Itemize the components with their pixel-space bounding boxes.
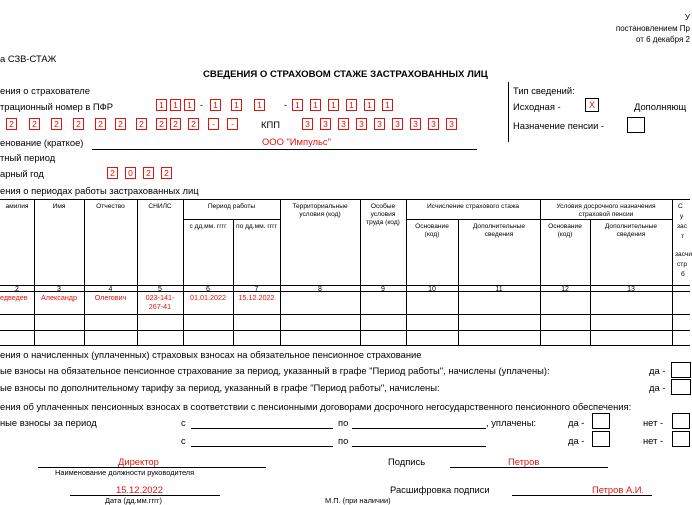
- table-line: [183, 219, 280, 220]
- reg-dash: -: [284, 100, 287, 110]
- col-number: 6: [206, 286, 210, 293]
- date-caption: Дата (дд.мм.гггг): [105, 496, 163, 505]
- pension-yes-2: да -: [568, 435, 585, 446]
- pension-from-1-field[interactable]: [191, 428, 333, 429]
- pension-to-2: по: [338, 435, 349, 446]
- table-line: [590, 219, 591, 345]
- col-number: 12: [561, 286, 569, 293]
- pension-no-1: нет -: [643, 417, 664, 428]
- header-early-extra: Дополнительные сведения: [604, 223, 658, 239]
- inn-digit: -: [208, 118, 219, 130]
- header-last-c: зас: [677, 223, 687, 230]
- col-number: 2: [15, 286, 19, 293]
- header-last-f: стр: [677, 261, 687, 268]
- reg-digit: 1: [364, 99, 375, 111]
- table-line: [280, 199, 281, 345]
- header-last-a: С: [678, 203, 683, 210]
- approval-line-3: от 6 декабря 2: [635, 35, 690, 44]
- reg-digit: 1: [156, 99, 167, 111]
- col-number: 9: [381, 286, 385, 293]
- header-patronymic: Отчество: [96, 203, 125, 210]
- info-type-separator: [508, 82, 509, 142]
- initial-label: Исходная -: [513, 101, 561, 112]
- table-line: [458, 219, 459, 345]
- document-title: СВЕДЕНИЯ О СТРАХОВОМ СТАЖЕ ЗАСТРАХОВАННЫХ ЛИЦ: [203, 69, 488, 80]
- col-number: 5: [158, 286, 162, 293]
- contrib-yes-1: да -: [649, 365, 666, 376]
- table-line: [34, 199, 35, 345]
- inn-digit: 2: [115, 118, 126, 130]
- table-line: [0, 330, 690, 331]
- table-line: [540, 199, 541, 345]
- insurer-name-value: ООО "Импульс": [262, 136, 331, 147]
- kpp-digit: 3: [302, 118, 313, 130]
- insurer-section-title: ения о страхователе: [0, 85, 90, 96]
- kpp-digit: 3: [338, 118, 349, 130]
- header-period: Период работы: [207, 203, 256, 210]
- header-early: Условия досрочного назначения страховой пенсии: [556, 203, 656, 219]
- reg-digit: 1: [346, 99, 357, 111]
- decode-value: Петров А.И.: [592, 484, 645, 495]
- header-territorial: Территориальные условия (код): [292, 203, 348, 219]
- kpp-digit: 3: [446, 118, 457, 130]
- approval-line-2: постановлением Пр: [615, 24, 690, 33]
- reg-digit: 1: [254, 99, 265, 111]
- table-line: [360, 199, 361, 345]
- header-surname: амилия: [5, 203, 29, 210]
- supplement-label: Дополняющ: [634, 101, 687, 112]
- header-early-basis: Основание (код): [548, 223, 582, 239]
- work-periods-title: ения о периодах работы застрахованных лиц: [0, 185, 199, 196]
- table-line: [406, 199, 407, 345]
- reg-digit: 1: [231, 99, 242, 111]
- kpp-digit: 3: [410, 118, 421, 130]
- kpp-label: КПП: [261, 119, 280, 130]
- header-last-e: засчи: [675, 251, 692, 258]
- sign-value: Петров: [508, 456, 540, 467]
- contributions-line-2: ые взносы по дополнительному тарифу за период, указанный в графе "Период работы", начислены:: [0, 382, 440, 393]
- reg-digit: 1: [328, 99, 339, 111]
- reg-digit: 1: [210, 99, 221, 111]
- pension-label: Назначение пенсии -: [513, 120, 605, 131]
- inn-digit: 2: [95, 118, 106, 130]
- reg-digit: 1: [382, 99, 393, 111]
- date-value: 15.12.2022: [116, 484, 163, 495]
- col-number: 13: [627, 286, 635, 293]
- cell-to: 15.12.2022: [238, 293, 275, 302]
- name-underline: [92, 149, 477, 150]
- reg-digit: 1: [310, 99, 321, 111]
- position-caption: Наименование должности руководителя: [55, 468, 195, 477]
- inn-digit: 2: [188, 118, 199, 130]
- approval-line-1: У: [684, 13, 690, 22]
- inn-digit: 2: [156, 118, 167, 130]
- table-line: [84, 199, 85, 345]
- kpp-digit: 3: [356, 118, 367, 130]
- initial-checkbox[interactable]: X: [585, 98, 599, 112]
- table-line: [0, 199, 690, 200]
- col-number: 4: [108, 286, 113, 293]
- col-number: 8: [318, 286, 322, 293]
- table-line: [233, 219, 234, 345]
- sign-label: Подпись: [388, 456, 426, 467]
- contrib-yes-1-checkbox[interactable]: [671, 362, 691, 378]
- col-number: 10: [428, 286, 436, 293]
- inn-digit: 2: [51, 118, 62, 130]
- kpp-digit: 3: [392, 118, 403, 130]
- cell-snils: 023-141-267-41: [145, 293, 175, 311]
- inn-digit: -: [227, 118, 238, 130]
- year-label: арный год: [0, 168, 44, 179]
- position-value: Директор: [118, 456, 159, 467]
- pension-from-2: с: [181, 435, 186, 446]
- pension-to-2-field[interactable]: [352, 446, 486, 447]
- pension-period-label: ные взносы за период: [0, 417, 97, 428]
- name-label: енование (краткое): [0, 137, 84, 148]
- kpp-digit: 3: [428, 118, 439, 130]
- info-type-label: Тип сведений:: [513, 85, 575, 96]
- reg-digit: 1: [184, 99, 195, 111]
- pension-paid-label: , уплачены:: [486, 417, 537, 428]
- kpp-digit: 3: [374, 118, 385, 130]
- decode-underline: [512, 495, 652, 496]
- header-calc: Исчисление страхового стажа: [426, 203, 520, 210]
- table-line: [672, 199, 673, 345]
- inn-digit: 2: [170, 118, 181, 130]
- header-snils: СНИЛС: [148, 203, 172, 210]
- pension-from-1: с: [181, 417, 186, 428]
- contrib-yes-2-checkbox[interactable]: [671, 379, 691, 395]
- header-last-b: у: [680, 213, 684, 220]
- pension-no-2-checkbox[interactable]: [672, 431, 690, 447]
- reg-dash: -: [200, 100, 203, 110]
- pension-checkbox[interactable]: [627, 117, 645, 133]
- year-digit: 0: [125, 167, 136, 179]
- period-label: тный период: [0, 152, 56, 163]
- pension-yes-2-checkbox[interactable]: [592, 431, 610, 447]
- col-number: 11: [495, 286, 503, 293]
- pension-to-1-field[interactable]: [352, 428, 486, 429]
- header-from: с дд.мм. гггг: [189, 223, 227, 230]
- table-line: [0, 314, 690, 315]
- reg-digit: 1: [292, 99, 303, 111]
- cell-name: Александр: [41, 293, 77, 302]
- reg-digit: 1: [170, 99, 181, 111]
- year-digit: 2: [161, 167, 172, 179]
- pension-from-2-field[interactable]: [191, 446, 333, 447]
- year-digit: 2: [107, 167, 118, 179]
- form-name: а СЗВ-СТАЖ: [0, 53, 57, 64]
- inn-digit: 2: [73, 118, 84, 130]
- contributions-line-1: ые взносы на обязательное пенсионное страхование за период, указанный в графе "Период работы", начислены (уплачены):: [0, 365, 550, 376]
- col-number: 3: [57, 286, 61, 293]
- header-to: по дд.мм. гггг: [236, 223, 277, 230]
- pension-no-2: нет -: [643, 435, 664, 446]
- decode-label: Расшифровка подписи: [390, 484, 490, 495]
- table-line: [183, 199, 184, 345]
- pension-no-1-checkbox[interactable]: [672, 413, 690, 429]
- inn-digit: 2: [29, 118, 40, 130]
- header-name: Имя: [52, 203, 66, 210]
- cell-from: 01.01.2022: [190, 293, 226, 302]
- sign-underline: [450, 467, 608, 468]
- stamp-caption: М.П. (при наличии): [325, 496, 391, 505]
- cell-patronymic: Олегович: [94, 293, 127, 302]
- pension-contracts-title: ения об уплаченных пенсионных взносах в соответствии с пенсионными договорами досрочного негосударственного пенсионного обеспечения:: [0, 401, 632, 412]
- header-special: Особые условия труда (код): [366, 203, 400, 227]
- header-last-g: б: [681, 271, 685, 278]
- table-line: [137, 199, 138, 345]
- pension-to-1: по: [338, 417, 349, 428]
- cell-surname: едведев: [0, 293, 28, 302]
- header-calc-basis: Основание (код): [415, 223, 449, 239]
- year-digit: 2: [143, 167, 154, 179]
- col-number: 7: [254, 286, 259, 293]
- header-last-d: т: [681, 233, 685, 240]
- contributions-title: ения о начисленных (уплаченных) страховых взносах на обязательное пенсионное страхование: [0, 349, 422, 360]
- reg-number-label: трационный номер в ПФР: [0, 101, 114, 112]
- pension-yes-1: да -: [568, 417, 585, 428]
- header-calc-extra: Дополнительные сведения: [472, 223, 526, 239]
- inn-digit: 2: [136, 118, 147, 130]
- pension-yes-1-checkbox[interactable]: [592, 413, 610, 429]
- table-line: [0, 345, 690, 346]
- inn-digit: 2: [6, 118, 17, 130]
- contrib-yes-2: да -: [649, 382, 666, 393]
- kpp-digit: 3: [320, 118, 331, 130]
